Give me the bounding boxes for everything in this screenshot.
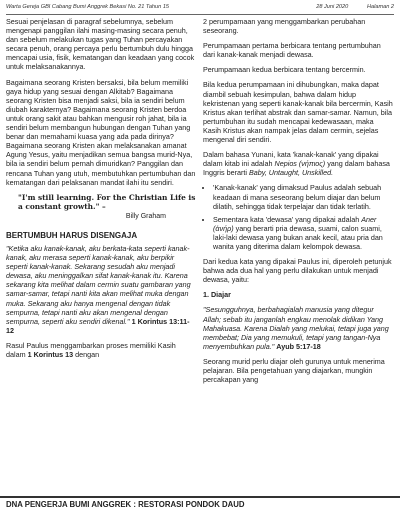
- list-item: [213, 215, 393, 251]
- page-header: [6, 4, 394, 15]
- bible-verse: [6, 244, 196, 335]
- verse-text: "Sesungguhnya, berbahagialah manusia yang ditegur Allah; sebab itu janganlah engkau menolak didikan Yang Mahakuasa. Karena Dialah yang melukai, tetapi juga yang membebat; Dia yang memukuli, tetapi yang tangan-Nya menyembuhkan pula.": [203, 305, 389, 351]
- paragraph-text: yang dalam bahasa Inggris berarti: [203, 159, 390, 178]
- paragraph: 2 perumpamaan yang menggambarkan perubahan seseorang.: [203, 17, 366, 36]
- quote-text: "I'm still learning. For the Christian Life is a constant growth." –: [18, 192, 196, 212]
- paragraph: Perumpamaan pertama berbicara tentang pertumbuhan dari kanak-kanak menjadi dewasa.: [203, 41, 381, 60]
- paragraph: Bila kedua perumpamaan ini dihubungkan, maka dapat diambil sebuah kesimpulan, bahwa dalam hidup kekristenan yang seperti kanak-kanak bila bercermin, Kasih Kristus akan terlihat abstrak dan samar-samar. Namun, bila pertumbuhan itu sudah mencapai kedewasaan, maka Kasih Kristus akan nampak jelas dalam cermin, sejelas mengenal diri sendiri.: [203, 80, 393, 145]
- verse-text: "Ketika aku kanak-kanak, aku berkata-kata seperti kanak-kanak, aku merasa seperti kanak-kanak, aku berpikir seperti kanak-kanak. Sekarang sesudah aku menjadi dewasa, aku meninggalkan sifat kanak-kanak itu. Karena sekarang kita melihat dalam cermin suatu gambaran yang samar-samar, tetapi nanti kita akan melihat muka dengan muka. Sekarang aku hanya mengenal dengan tidak sempurna, tetapi nanti aku akan mengenal dengan sempurna, seperti aku sendiri dikenal.": [6, 244, 191, 326]
- paragraph: [203, 150, 393, 177]
- paragraph: Perumpamaan kedua berbicara tentang bercermin.: [203, 65, 366, 75]
- header-date: 28 Juni 2020: [316, 4, 349, 10]
- right-column: [203, 17, 393, 390]
- pull-quote: [18, 193, 196, 221]
- paragraph: Sesuai penjelasan di paragraf sebelumnya, sebelum mengenapi panggilan ilahi masing-masing secara penuh, dan sebelum melakukan tugas yang Tuhan percayakan secara penuh, orang percaya perlu bertumbuh dulu hingga mencapai usia, fisik, kematangan dan keadaan yang cocok untuk melaksanakannya.: [6, 17, 195, 72]
- verse-reference: Ayub 5:17-18: [276, 341, 321, 351]
- list-item: • 'Kanak-kanak' yang dimaksud Paulus adalah sebuah keadaan di mana seseorang belum diajar dan belum dilatih, sehingga tidak terpelajar dan tidak terlatih.: [213, 183, 393, 210]
- header-date-page: [316, 4, 394, 10]
- list-text: Sementara kata 'dewasa' yang dipakai adalah: [213, 214, 360, 224]
- english-term: Baby, Untaught, Unskilled.: [248, 168, 334, 178]
- numbered-heading: 1. Diajar: [203, 290, 231, 300]
- greek-term: Aner (ἀνήρ): [213, 214, 377, 233]
- paragraph: [6, 341, 196, 359]
- paragraph-text: Dalam bahasa Yunani, kata 'kanak-kanak' yang dipakai dalam kitab ini adalah: [203, 150, 379, 169]
- section-heading: BERTUMBUH HARUS DISENGAJA: [6, 230, 138, 240]
- list-text: yang berarti pria dewasa, suami, calon suami, laki-laki dewasa yang bukan anak kecil, atau pria dan wanita yang diterima dalam kelompok dewasa.: [213, 223, 383, 251]
- paragraph: Seorang murid perlu diajar oleh gurunya untuk menerima pelajaran. Bila pengetahuan yang diajarkan, mungkin percakapan yang: [203, 356, 385, 385]
- paragraph: Dari kedua kata yang dipakai Paulus ini, diperoleh petunjuk bahwa ada dua hal yang perlu dilakukan untuk menjadi dewasa, yaitu:: [203, 257, 392, 285]
- greek-term: Nepios (νήπιος): [274, 159, 326, 169]
- verse-reference: 1 Korintus 13:11-12: [6, 316, 190, 335]
- bible-verse: [203, 305, 393, 350]
- paragraph-text: Rasul Paulus menggambarkan proses memiliki Kasih dalam: [6, 340, 176, 360]
- paragraph: Bagaimana seorang Kristen bersaksi, bila belum memiliki gaya hidup yang sesuai dengan Alkitab? Bagaimana seorang Kristen bisa menjadi saksi, bila ia sendiri belum diubah karakternya? Bagaimana seorang Kristen berdoa untuk orang sakit atau bahkan mengusir roh jahat, bila ia sendiri belum membangun hubungan dengan Tuhan yang benar dan memahami kuasa yang ada pada dirinya? Bagaimana seorang Kristen akan melaksanakan amanat Agung Yesus, yaitu menjadikan semua bangsa murid-Nya, bila ia sendiri belum pernah dimuridkan? Panggilan dan rencana Tuhan yang utuh, membutuhkan pertumbuhan dan kematangan dari pelaksanan mandat ilahi itu sendiri.: [6, 77, 196, 187]
- quote-author: Billy Graham: [125, 212, 166, 220]
- header-page-number: Halaman 2: [366, 4, 394, 10]
- page-footer: DNA PENGERJA BUMI ANGGREK : RESTORASI PONDOK DAUD: [0, 496, 400, 512]
- verse-reference: 1 Korintus 13: [27, 350, 74, 360]
- paragraph-text: dengan: [75, 350, 100, 360]
- left-column: [6, 17, 196, 365]
- bullet-list: [203, 183, 393, 251]
- header-title: Warta Gereja GBI Cabang Bumi Anggrek Bekasi No. 21 Tahun 15: [6, 4, 170, 10]
